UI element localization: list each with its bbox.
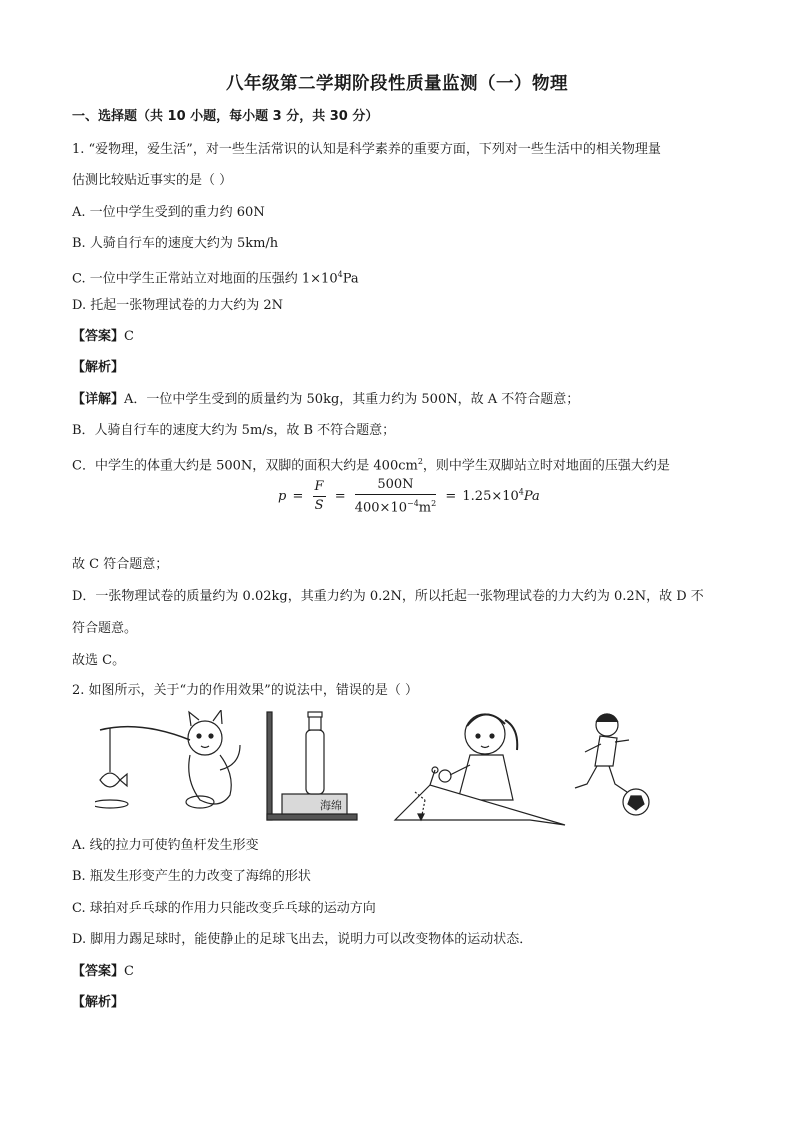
ping-pong-girl-figure: [395, 714, 565, 825]
q2-figures: [95, 710, 665, 830]
detail-tag: 【详解】: [72, 392, 125, 407]
q1-option-a: A. 一位中学生受到的重力约 60N: [72, 205, 265, 220]
q1-final: 故选 C。: [72, 653, 126, 668]
q1-detail-d-line1: D．一张物理试卷的质量约为 0.02kg，其重力约为 0.2N，所以托起一张物理试卷的力大约为 0.2N，故 D 不: [72, 589, 704, 604]
detail-c-text-cont: ，则中学生双脚站立时对地面的压强大约是: [422, 458, 670, 474]
formula-result: $1.25\times 10^4$: [462, 487, 524, 505]
section-heading: 一、选择题（共 10 小题，每小题 3 分，共 30 分）: [72, 109, 379, 124]
sponge-label: 海绵: [320, 799, 342, 812]
formula-p: p: [278, 489, 287, 505]
page-title: 八年级第二学期阶段性质量监测（一）物理: [226, 74, 568, 94]
formula-equals: =: [334, 489, 346, 505]
answer-tag: 【答案】: [72, 329, 125, 344]
q1-detail-c: [72, 452, 670, 476]
formula-denominator-s: S: [314, 498, 324, 514]
answer-value: C: [124, 329, 134, 344]
football-boy-figure: [575, 714, 649, 815]
answer-value: C: [124, 964, 134, 979]
formula-unit: Pa: [523, 489, 540, 505]
formula-numerator-f: F: [313, 478, 326, 497]
q2-stem: 2. 如图所示，关于“力的作用效果”的说法中，错误的是（ ）: [72, 683, 418, 698]
q1-answer: [72, 327, 134, 347]
formula-fraction-fs: [313, 478, 326, 515]
q1-option-d: D. 托起一张物理试卷的力大约为 2N: [72, 298, 284, 313]
answer-tag: 【答案】: [72, 964, 125, 979]
q1-option-b: B. 人骑自行车的速度大约为 5km/h: [72, 236, 279, 251]
formula-numerator-value: 500N: [355, 476, 436, 495]
q2-option-a: A. 线的拉力可使钓鱼杆发生形变: [72, 838, 259, 853]
bottle-on-sponge-figure: [267, 712, 357, 820]
exponent: 4: [337, 270, 343, 279]
q1-stem-line2: 估测比较贴近事实的是（ ）: [72, 173, 233, 188]
unit: Pa: [342, 271, 359, 287]
pressure-formula: [278, 476, 540, 517]
detail-c-text: C．中学生的体重大约是 500N，双脚的面积大约是 400cm: [72, 458, 418, 474]
q1-option-c: [72, 265, 359, 289]
q2-answer: [72, 962, 134, 982]
cat-fishing-figure: [95, 710, 240, 808]
q2-option-b: B. 瓶发生形变产生的力改变了海绵的形状: [72, 869, 311, 884]
detail-a-text: A．一位中学生受到的质量约为 50kg，其重力约为 500N，故 A 不符合题意；: [124, 392, 580, 407]
q1-detail-d-line2: 符合题意。: [72, 621, 138, 636]
q1-analysis-tag: 【解析】: [72, 360, 125, 375]
exponent: 2: [417, 457, 423, 466]
formula-equals: =: [445, 489, 457, 505]
formula-fraction-values: [355, 476, 436, 517]
q1-detail-b: B．人骑自行车的速度大约为 5m/s，故 B 不符合题意；: [72, 423, 396, 438]
q2-option-d: D. 脚用力踢足球时，能使静止的足球飞出去，说明力可以改变物体的运动状态．: [72, 932, 533, 947]
formula-denominator-value: $400\times 10^{-4}m^2$: [354, 499, 437, 516]
q1-detail-c-conclusion: 故 C 符合题意；: [72, 557, 169, 572]
q1-stem-line1: 1. “爱物理，爱生活”，对一些生活常识的认知是科学素养的重要方面，下列对一些生活中的相关物理量: [72, 142, 661, 157]
q2-analysis-tag: 【解析】: [72, 995, 125, 1010]
formula-equals: =: [292, 489, 304, 505]
q1-detail-a: [72, 390, 579, 410]
q1-option-c-text: C. 一位中学生正常站立对地面的压强约 1×10: [72, 271, 338, 287]
q2-option-c: C. 球拍对乒乓球的作用力只能改变乒乓球的运动方向: [72, 901, 376, 916]
